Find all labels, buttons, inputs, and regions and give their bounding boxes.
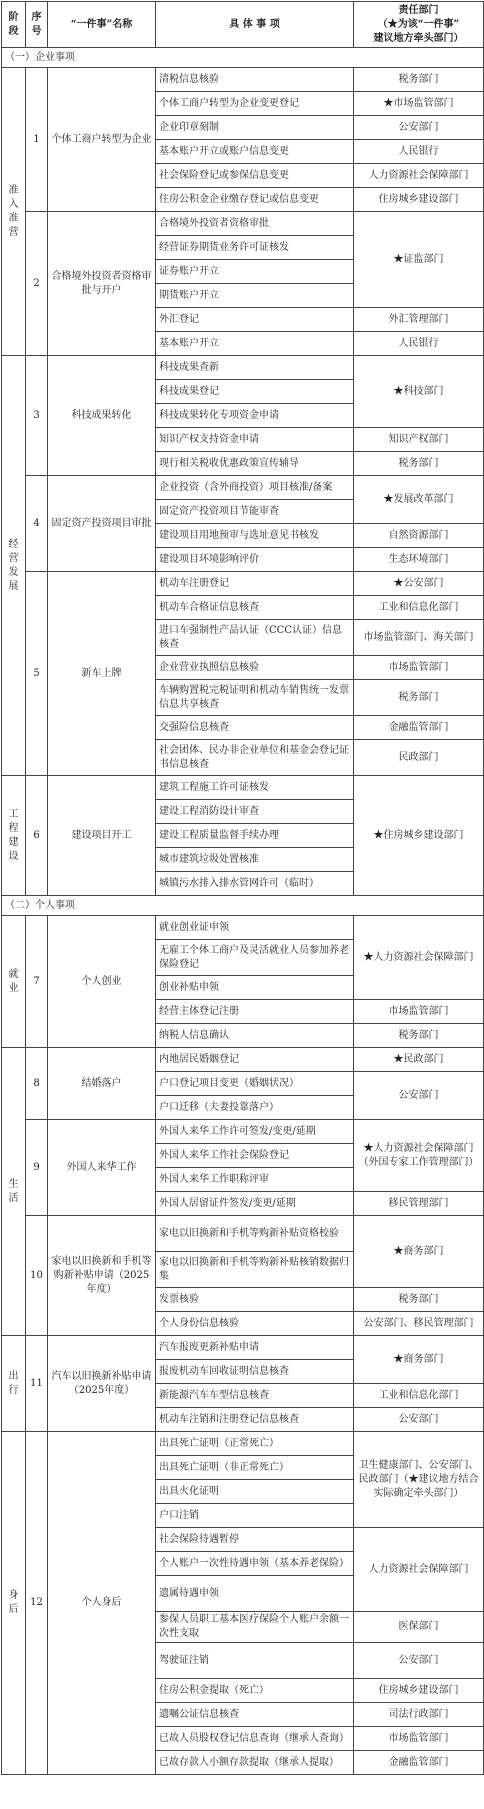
dept-cell: ★商务部门 [354, 1216, 484, 1288]
item-number: 6 [26, 776, 48, 896]
dept-cell: ★证监部门 [354, 212, 484, 308]
sub-item: 城市建筑垃圾处置核准 [156, 848, 354, 872]
sub-item: 发票核验 [156, 1288, 354, 1312]
sub-item: 已故存款人小额存款提取（继承人提取） [156, 1751, 354, 1775]
dept-cell: 人力资源社会保障部门 [354, 1528, 484, 1612]
sub-item: 外汇登记 [156, 308, 354, 332]
sub-item: 个体工商户转型为企业变更登记 [156, 92, 354, 116]
item-name: 结婚落户 [48, 1048, 156, 1120]
dept-cell: 外汇管理部门 [354, 308, 484, 332]
sub-item: 出具火化证明 [156, 1480, 354, 1504]
sub-item: 知识产权支持资金申请 [156, 428, 354, 452]
sub-item: 基本账户开立 [156, 332, 354, 356]
sub-item: 驾驶证注销 [156, 1643, 354, 1679]
sub-item: 机动车注册登记 [156, 572, 354, 596]
sub-item: 外国人来华工作社会保险登记 [156, 1144, 354, 1168]
sub-item: 社会保险待遇暂停 [156, 1528, 354, 1552]
stage-char: 生 [8, 1178, 19, 1190]
item-number: 11 [26, 1336, 48, 1432]
item-number: 1 [26, 68, 48, 212]
dept-cell: 公安部门 [354, 1072, 484, 1120]
item-number: 3 [26, 356, 48, 476]
header-dept-note2: 建议地方牵头部门） [373, 32, 464, 44]
dept-cell: 医保部门 [354, 1612, 484, 1643]
stage-char: 营 [8, 226, 19, 238]
stage-cell [2, 1336, 26, 1432]
sub-item: 建设工程质量监督手续办理 [156, 824, 354, 848]
sub-item: 期货账户开立 [156, 284, 354, 308]
dept-cell: 民政部门 [354, 740, 484, 776]
stage-cell [2, 776, 26, 896]
sub-item: 户口注销 [156, 1504, 354, 1528]
dept-cell: 市场监管部门 [354, 1727, 484, 1751]
stage-char: 建 [8, 836, 19, 848]
stage-cell [2, 1432, 26, 1775]
item-name: 个体工商户转型为企业 [48, 68, 156, 212]
sub-item: 企业营业执照信息核验 [156, 656, 354, 680]
sub-item: 城镇污水排入排水管网许可（临时） [156, 872, 354, 896]
item-number: 4 [26, 476, 48, 572]
dept-cell: 人民银行 [354, 332, 484, 356]
dept-cell: 金融监管部门 [354, 1751, 484, 1775]
sub-item: 出具死亡证明（非正常死亡） [156, 1456, 354, 1480]
header-no: 序号 [26, 2, 48, 48]
table-row [2, 1336, 484, 1360]
sub-item: 建设项目环境影响评价 [156, 548, 354, 572]
sub-item: 汽车报废更新补贴申请 [156, 1336, 354, 1360]
table-row [2, 476, 484, 500]
item-name: 固定资产投资项目审批 [48, 476, 156, 572]
sub-item: 机动车合格证信息核查 [156, 596, 354, 620]
table-row [2, 572, 484, 596]
item-name: 合格境外投资者资格审批与开户 [48, 212, 156, 356]
sub-item: 合格境外投资者资格审批 [156, 212, 354, 236]
sub-item: 交强险信息核查 [156, 716, 354, 740]
item-number: 5 [26, 572, 48, 776]
sub-item: 社会保险登记或参保信息变更 [156, 164, 354, 188]
item-number: 2 [26, 212, 48, 356]
table-row [2, 356, 484, 380]
dept-cell: 人力资源社会保障部门 [354, 164, 484, 188]
stage-char: 营 [8, 552, 19, 564]
sub-item: 经营主体登记注册 [156, 1000, 354, 1024]
sub-item: 遗嘱公证信息核查 [156, 1703, 354, 1727]
sub-item: 经营证券期货业务许可证核发 [156, 236, 354, 260]
sub-item: 内地居民婚姻登记 [156, 1048, 354, 1072]
stage-char: 后 [8, 1604, 19, 1615]
dept-cell: ★人力资源社会保障部门 [354, 916, 484, 1000]
sub-item: 户口迁移（夫妻投靠落户） [156, 1096, 354, 1120]
sub-item: 个人账户一次性待遇申领（基本养老保险） [156, 1552, 354, 1576]
dept-cell: 税务部门 [354, 1288, 484, 1312]
sub-item: 科技成果登记 [156, 380, 354, 404]
item-name: 个人创业 [48, 916, 156, 1048]
sub-item: 创业补贴申领 [156, 976, 354, 1000]
dept-cell: ★公安部门 [354, 572, 484, 596]
stage-cell [2, 68, 26, 356]
stage-char: 展 [8, 580, 19, 592]
sub-item: 户口登记项目变更（婚姻状况） [156, 1072, 354, 1096]
stage-char: 行 [8, 1384, 19, 1396]
stage-char: 发 [8, 566, 19, 578]
item-number: 9 [26, 1120, 48, 1216]
sub-item: 就业创业证申领 [156, 916, 354, 940]
dept-cell: ★科技部门 [354, 356, 484, 428]
table-row [2, 68, 484, 92]
item-name: 外国人来华工作 [48, 1120, 156, 1216]
stage-cell [2, 356, 26, 776]
item-number: 7 [26, 916, 48, 1048]
sub-item: 建设项目用地预审与选址意见书核发 [156, 524, 354, 548]
stage-char: 程 [8, 822, 19, 834]
section-heading-enterprise: （一）企业事项 [2, 48, 484, 68]
sub-item: 外国人来华工作职称评审 [156, 1168, 354, 1192]
table-row [2, 212, 484, 236]
stage-cell [2, 916, 26, 1048]
dept-cell: 公安部门 [354, 1408, 484, 1432]
dept-cell: ★发展改革部门 [354, 476, 484, 524]
stage-char: 准 [8, 212, 19, 224]
item-name: 建设项目开工 [48, 776, 156, 896]
stage-char: 就 [8, 968, 19, 980]
sub-item: 报废机动车回收证明信息核查 [156, 1360, 354, 1384]
dept-cell: 市场监管部门 [354, 656, 484, 680]
table-row [2, 776, 484, 800]
item-name: 个人身后 [48, 1432, 156, 1775]
sub-item: 科技成果查新 [156, 356, 354, 380]
dept-cell: 人民银行 [354, 140, 484, 164]
dept-cell: 税务部门 [354, 680, 484, 716]
stage-char: 准 [8, 184, 19, 196]
sub-item: 车辆购置税完税证明和机动车销售统一发票信息共享核查 [156, 680, 354, 716]
sub-item: 出具死亡证明（正常死亡） [156, 1432, 354, 1456]
dept-cell: ★人力资源社会保障部门（外国专家工作管理部门） [354, 1120, 484, 1192]
sub-item: 科技成果转化专项资金申请 [156, 404, 354, 428]
dept-cell: ★商务部门 [354, 1336, 484, 1384]
service-table [1, 1, 484, 1775]
table-row [2, 1048, 484, 1072]
sub-item: 企业印章刻制 [156, 116, 354, 140]
dept-cell: 税务部门 [354, 1024, 484, 1048]
header-stage: 阶段 [2, 2, 26, 48]
dept-cell: 工业和信息化部门 [354, 596, 484, 620]
table-row [2, 1432, 484, 1456]
sub-item: 无雇工个体工商户及灵活就业人员参加养老保险登记 [156, 940, 354, 976]
sub-item: 建筑工程施工许可证核发 [156, 776, 354, 800]
sub-item: 外国人来华工作许可签发/变更/延期 [156, 1120, 354, 1144]
item-name: 新车上牌 [48, 572, 156, 776]
dept-cell: 移民管理部门 [354, 1192, 484, 1216]
stage-char: 工 [8, 808, 19, 820]
item-number: 10 [26, 1216, 48, 1336]
header-item: 具 体 事 项 [156, 2, 354, 48]
dept-cell: 公安部门、移民管理部门 [354, 1312, 484, 1336]
dept-cell: 公安部门 [354, 1643, 484, 1679]
stage-char: 入 [8, 198, 19, 210]
sub-item: 个人身份信息核验 [156, 1312, 354, 1336]
dept-cell: 市场监管部门、海关部门 [354, 620, 484, 656]
sub-item: 机动车注销和注册登记信息核查 [156, 1408, 354, 1432]
stage-char: 活 [8, 1192, 19, 1204]
item-number: 8 [26, 1048, 48, 1120]
sub-item: 住房公积金企业缴存登记或信息变更 [156, 188, 354, 212]
stage-char: 业 [8, 982, 19, 994]
stage-char: 出 [8, 1370, 19, 1382]
dept-cell: 自然资源部门 [354, 524, 484, 548]
dept-cell: ★市场监管部门 [354, 92, 484, 116]
dept-cell: 金融监管部门 [354, 716, 484, 740]
dept-cell: 公安部门 [354, 116, 484, 140]
dept-cell: ★住房城乡建设部门 [354, 776, 484, 896]
header-name: “一件事”名称 [48, 2, 156, 48]
sub-item: 参保人员职工基本医疗保险个人账户余额一次性支取 [156, 1612, 354, 1643]
sub-item: 证券账户开立 [156, 260, 354, 284]
sub-item: 外国人居留证件签发/变更/延期 [156, 1192, 354, 1216]
sub-item: 住房公积金提取（死亡） [156, 1679, 354, 1703]
stage-char: 身 [8, 1590, 19, 1601]
dept-cell: 司法行政部门 [354, 1703, 484, 1727]
sub-item: 固定资产投资项目节能审查 [156, 500, 354, 524]
header-dept-title: 责任部门 [398, 4, 439, 16]
item-name: 家电以旧换新和手机等购新补贴申请（2025年度） [48, 1216, 156, 1336]
stage-cell [2, 1048, 26, 1336]
sub-item: 家电以旧换新和手机等购新补贴核销数据归集 [156, 1252, 354, 1288]
stage-char: 设 [8, 850, 19, 862]
dept-cell: 住房城乡建设部门 [354, 1679, 484, 1703]
dept-cell: 卫生健康部门、公安部门、民政部门（★建议地方结合实际确定牵头部门） [354, 1432, 484, 1528]
sub-item: 企业投资（含外商投资）项目核准/备案 [156, 476, 354, 500]
sub-item: 现行相关税收优惠政策宣传辅导 [156, 452, 354, 476]
dept-cell: 知识产权部门 [354, 428, 484, 452]
sub-item: 遗属待遇申领 [156, 1576, 354, 1612]
item-name: 科技成果转化 [48, 356, 156, 476]
sub-item: 已故人员股权登记信息查询（继承人查询） [156, 1727, 354, 1751]
dept-cell: 生态环境部门 [354, 548, 484, 572]
dept-cell: 住房城乡建设部门 [354, 188, 484, 212]
dept-cell: 工业和信息化部门 [354, 1384, 484, 1408]
sub-item: 进口车强制性产品认证（CCC认证）信息核查 [156, 620, 354, 656]
header-dept-note1: （★为该“一件事” [377, 18, 460, 30]
item-name: 汽车以旧换新补贴申请（2025年度） [48, 1336, 156, 1432]
dept-cell: 税务部门 [354, 68, 484, 92]
sub-item: 纳税人信息确认 [156, 1024, 354, 1048]
stage-char: 经 [8, 538, 19, 550]
sub-item: 社会团体、民办非企业单位和基金会登记证书信息核查 [156, 740, 354, 776]
dept-cell: 税务部门 [354, 452, 484, 476]
sub-item: 建设工程消防设计审查 [156, 800, 354, 824]
section-heading-personal: （二）个人事项 [2, 896, 484, 916]
table-row [2, 1216, 484, 1252]
item-number: 12 [26, 1432, 48, 1775]
dept-cell: ★民政部门 [354, 1048, 484, 1072]
dept-cell: 市场监管部门 [354, 1000, 484, 1024]
sub-item: 新能源汽车车型信息核查 [156, 1384, 354, 1408]
table-row [2, 916, 484, 940]
sub-item: 清税信息核验 [156, 68, 354, 92]
sub-item: 基本账户开立或账户信息变更 [156, 140, 354, 164]
header-dept [354, 2, 484, 48]
table-row [2, 1120, 484, 1144]
sub-item: 家电以旧换新和手机等购新补贴资格校验 [156, 1216, 354, 1252]
